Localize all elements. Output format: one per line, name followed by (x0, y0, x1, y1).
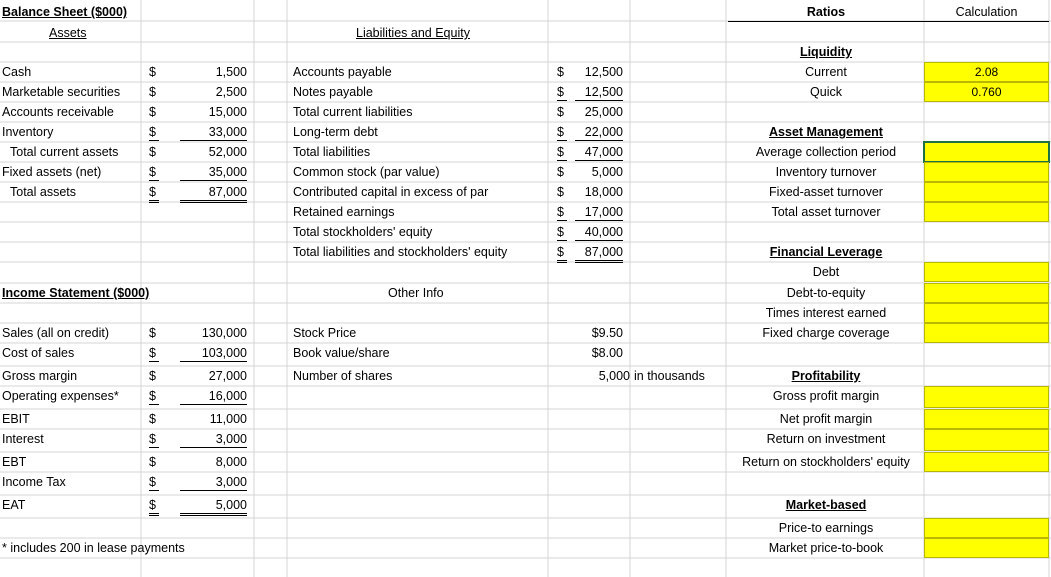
ratio-group-title: Liquidity (799, 45, 853, 59)
asset-currency: $ (149, 184, 159, 203)
asset-label: Accounts receivable (2, 105, 114, 119)
liability-label: Notes payable (293, 85, 373, 99)
liability-currency: $ (557, 124, 567, 141)
other-info-title: Other Info (388, 286, 444, 300)
income-currency: $ (149, 412, 156, 426)
ratio-label: Price-to earnings (778, 521, 874, 535)
ratio-calc-cell[interactable] (924, 262, 1049, 282)
income-label: Cost of sales (2, 346, 75, 360)
asset-value[interactable]: 15,000 (208, 105, 247, 119)
ratio-group-title: Financial Leverage (769, 245, 883, 259)
footnote: * includes 200 in lease payments (2, 541, 185, 555)
other-info-value[interactable]: $8.00 (591, 346, 623, 360)
ratio-label: Return on stockholders' equity (742, 455, 910, 469)
income-currency: $ (149, 455, 156, 469)
asset-currency: $ (149, 65, 156, 79)
ratio-label: Total asset turnover (771, 205, 881, 219)
income-currency: $ (149, 345, 159, 362)
ratio-calc-cell[interactable] (924, 202, 1049, 222)
income-label: EBT (2, 455, 27, 469)
liability-label: Contributed capital in excess of par (293, 185, 489, 199)
liability-label: Retained earnings (293, 205, 395, 219)
liability-value[interactable]: 40,000 (575, 224, 623, 241)
liability-currency: $ (557, 105, 564, 119)
liability-label: Accounts payable (293, 65, 392, 79)
income-value[interactable]: 130,000 (201, 326, 247, 340)
liability-value[interactable]: 17,000 (575, 204, 623, 221)
ratio-label: Fixed-asset turnover (769, 185, 883, 199)
ratio-label: Gross profit margin (772, 389, 880, 403)
asset-value[interactable]: 52,000 (208, 145, 247, 159)
liability-currency: $ (557, 204, 567, 221)
other-info-value[interactable]: 5,000 (598, 369, 630, 383)
ratio-label: Inventory turnover (775, 165, 877, 179)
asset-currency: $ (149, 85, 156, 99)
ratio-calc-cell[interactable] (924, 429, 1049, 451)
asset-value[interactable]: 87,000 (180, 184, 247, 203)
ratio-group-title: Asset Management (769, 125, 883, 139)
ratio-calc-cell[interactable] (924, 386, 1049, 408)
liability-label: Total current liabilities (293, 105, 413, 119)
income-currency: $ (149, 388, 159, 405)
liability-label: Total liabilities (293, 145, 371, 159)
asset-label: Total assets (10, 185, 77, 199)
ratio-calc-cell[interactable] (924, 323, 1049, 343)
ratio-label: Average collection period (755, 145, 897, 159)
ratio-label: Fixed charge coverage (762, 326, 890, 340)
asset-value[interactable]: 35,000 (180, 164, 247, 181)
asset-label: Total current assets (10, 145, 119, 159)
ratio-calc-cell[interactable] (924, 409, 1049, 429)
ratio-calc-cell[interactable]: 2.08 (924, 62, 1049, 82)
asset-label: Fixed assets (net) (2, 165, 102, 179)
income-label: Interest (2, 432, 44, 446)
liability-value[interactable]: 12,500 (575, 84, 623, 101)
income-label: Gross margin (2, 369, 78, 383)
ratio-group-title: Profitability (791, 369, 861, 383)
income-label: Income Tax (2, 475, 66, 489)
ratio-label: Debt (812, 265, 840, 279)
ratio-calc-cell[interactable] (924, 538, 1049, 558)
liability-currency: $ (557, 165, 564, 179)
liability-label: Long-term debt (293, 125, 378, 139)
asset-value[interactable]: 2,500 (215, 85, 247, 99)
ratio-calc-cell[interactable]: 0.760 (924, 82, 1049, 102)
ratio-label: Return on investment (766, 432, 886, 446)
liability-value[interactable]: 18,000 (584, 185, 623, 199)
income-currency: $ (149, 326, 156, 340)
liability-currency: $ (557, 65, 564, 79)
ratio-calc-cell[interactable] (924, 182, 1049, 202)
income-value[interactable]: 8,000 (215, 455, 247, 469)
liability-value[interactable]: 5,000 (591, 165, 623, 179)
income-currency: $ (149, 431, 159, 448)
liability-value[interactable]: 22,000 (575, 124, 623, 141)
ratio-calc-cell-selected[interactable] (924, 142, 1049, 162)
income-value[interactable]: 3,000 (180, 474, 247, 491)
ratio-group-title: Market-based (785, 498, 867, 512)
asset-currency: $ (149, 105, 156, 119)
income-label: Sales (all on credit) (2, 326, 109, 340)
income-statement-title: Income Statement ($000) (2, 286, 150, 300)
asset-label: Cash (2, 65, 32, 79)
asset-currency: $ (149, 124, 159, 141)
asset-label: Inventory (2, 125, 54, 139)
income-label: Operating expenses* (2, 389, 119, 403)
liability-currency: $ (557, 144, 567, 161)
income-label: EBIT (2, 412, 30, 426)
ratio-label: Quick (810, 85, 842, 99)
income-label: EAT (2, 498, 26, 512)
ratio-label: Market price-to-book (768, 541, 884, 555)
asset-currency: $ (149, 145, 156, 159)
liability-label: Total liabilities and stockholders' equity (293, 245, 508, 259)
calculation-header: Calculation (955, 5, 1018, 19)
liability-currency: $ (557, 185, 564, 199)
balance-sheet-title: Balance Sheet ($000) (2, 5, 128, 19)
liability-currency: $ (557, 244, 567, 263)
other-info-label: Stock Price (293, 326, 357, 340)
income-value[interactable]: 103,000 (180, 345, 247, 362)
other-info-value[interactable]: $9.50 (591, 326, 623, 340)
assets-header: Assets (49, 26, 87, 40)
income-value[interactable]: 3,000 (180, 431, 247, 448)
ratio-calc-cell[interactable] (924, 283, 1049, 303)
liability-value[interactable]: 47,000 (575, 144, 623, 161)
income-value[interactable]: 11,000 (209, 412, 247, 426)
other-info-label: Book value/share (293, 346, 390, 360)
liability-currency: $ (557, 84, 567, 101)
ratio-calc-cell[interactable] (924, 303, 1049, 323)
asset-value[interactable]: 1,500 (215, 65, 247, 79)
income-currency: $ (149, 369, 156, 383)
liability-value[interactable]: 12,500 (584, 65, 623, 79)
ratio-label: Debt-to-equity (786, 286, 866, 300)
income-value[interactable]: 16,000 (180, 388, 247, 405)
liability-label: Common stock (par value) (293, 165, 440, 179)
asset-label: Marketable securities (2, 85, 121, 99)
asset-currency: $ (149, 164, 159, 181)
ratio-label: Current (805, 65, 847, 79)
liability-value[interactable]: 25,000 (584, 105, 623, 119)
ratio-calc-cell[interactable] (924, 518, 1049, 538)
liabilities-equity-header: Liabilities and Equity (356, 26, 470, 40)
ratios-title: Ratios (806, 5, 846, 19)
ratio-calc-cell[interactable] (924, 162, 1049, 182)
income-currency: $ (149, 497, 159, 516)
ratio-calc-cell[interactable] (924, 452, 1049, 472)
ratio-label: Net profit margin (779, 412, 873, 426)
income-value[interactable]: 5,000 (180, 497, 247, 516)
ratio-label: Times interest earned (765, 306, 887, 320)
other-info-note: in thousands (634, 369, 705, 383)
income-value[interactable]: 27,000 (208, 369, 247, 383)
asset-value[interactable]: 33,000 (180, 124, 247, 141)
other-info-label: Number of shares (293, 369, 393, 383)
liability-value[interactable]: 87,000 (575, 244, 623, 263)
liability-label: Total stockholders' equity (293, 225, 433, 239)
liability-currency: $ (557, 224, 567, 241)
income-currency: $ (149, 474, 159, 491)
